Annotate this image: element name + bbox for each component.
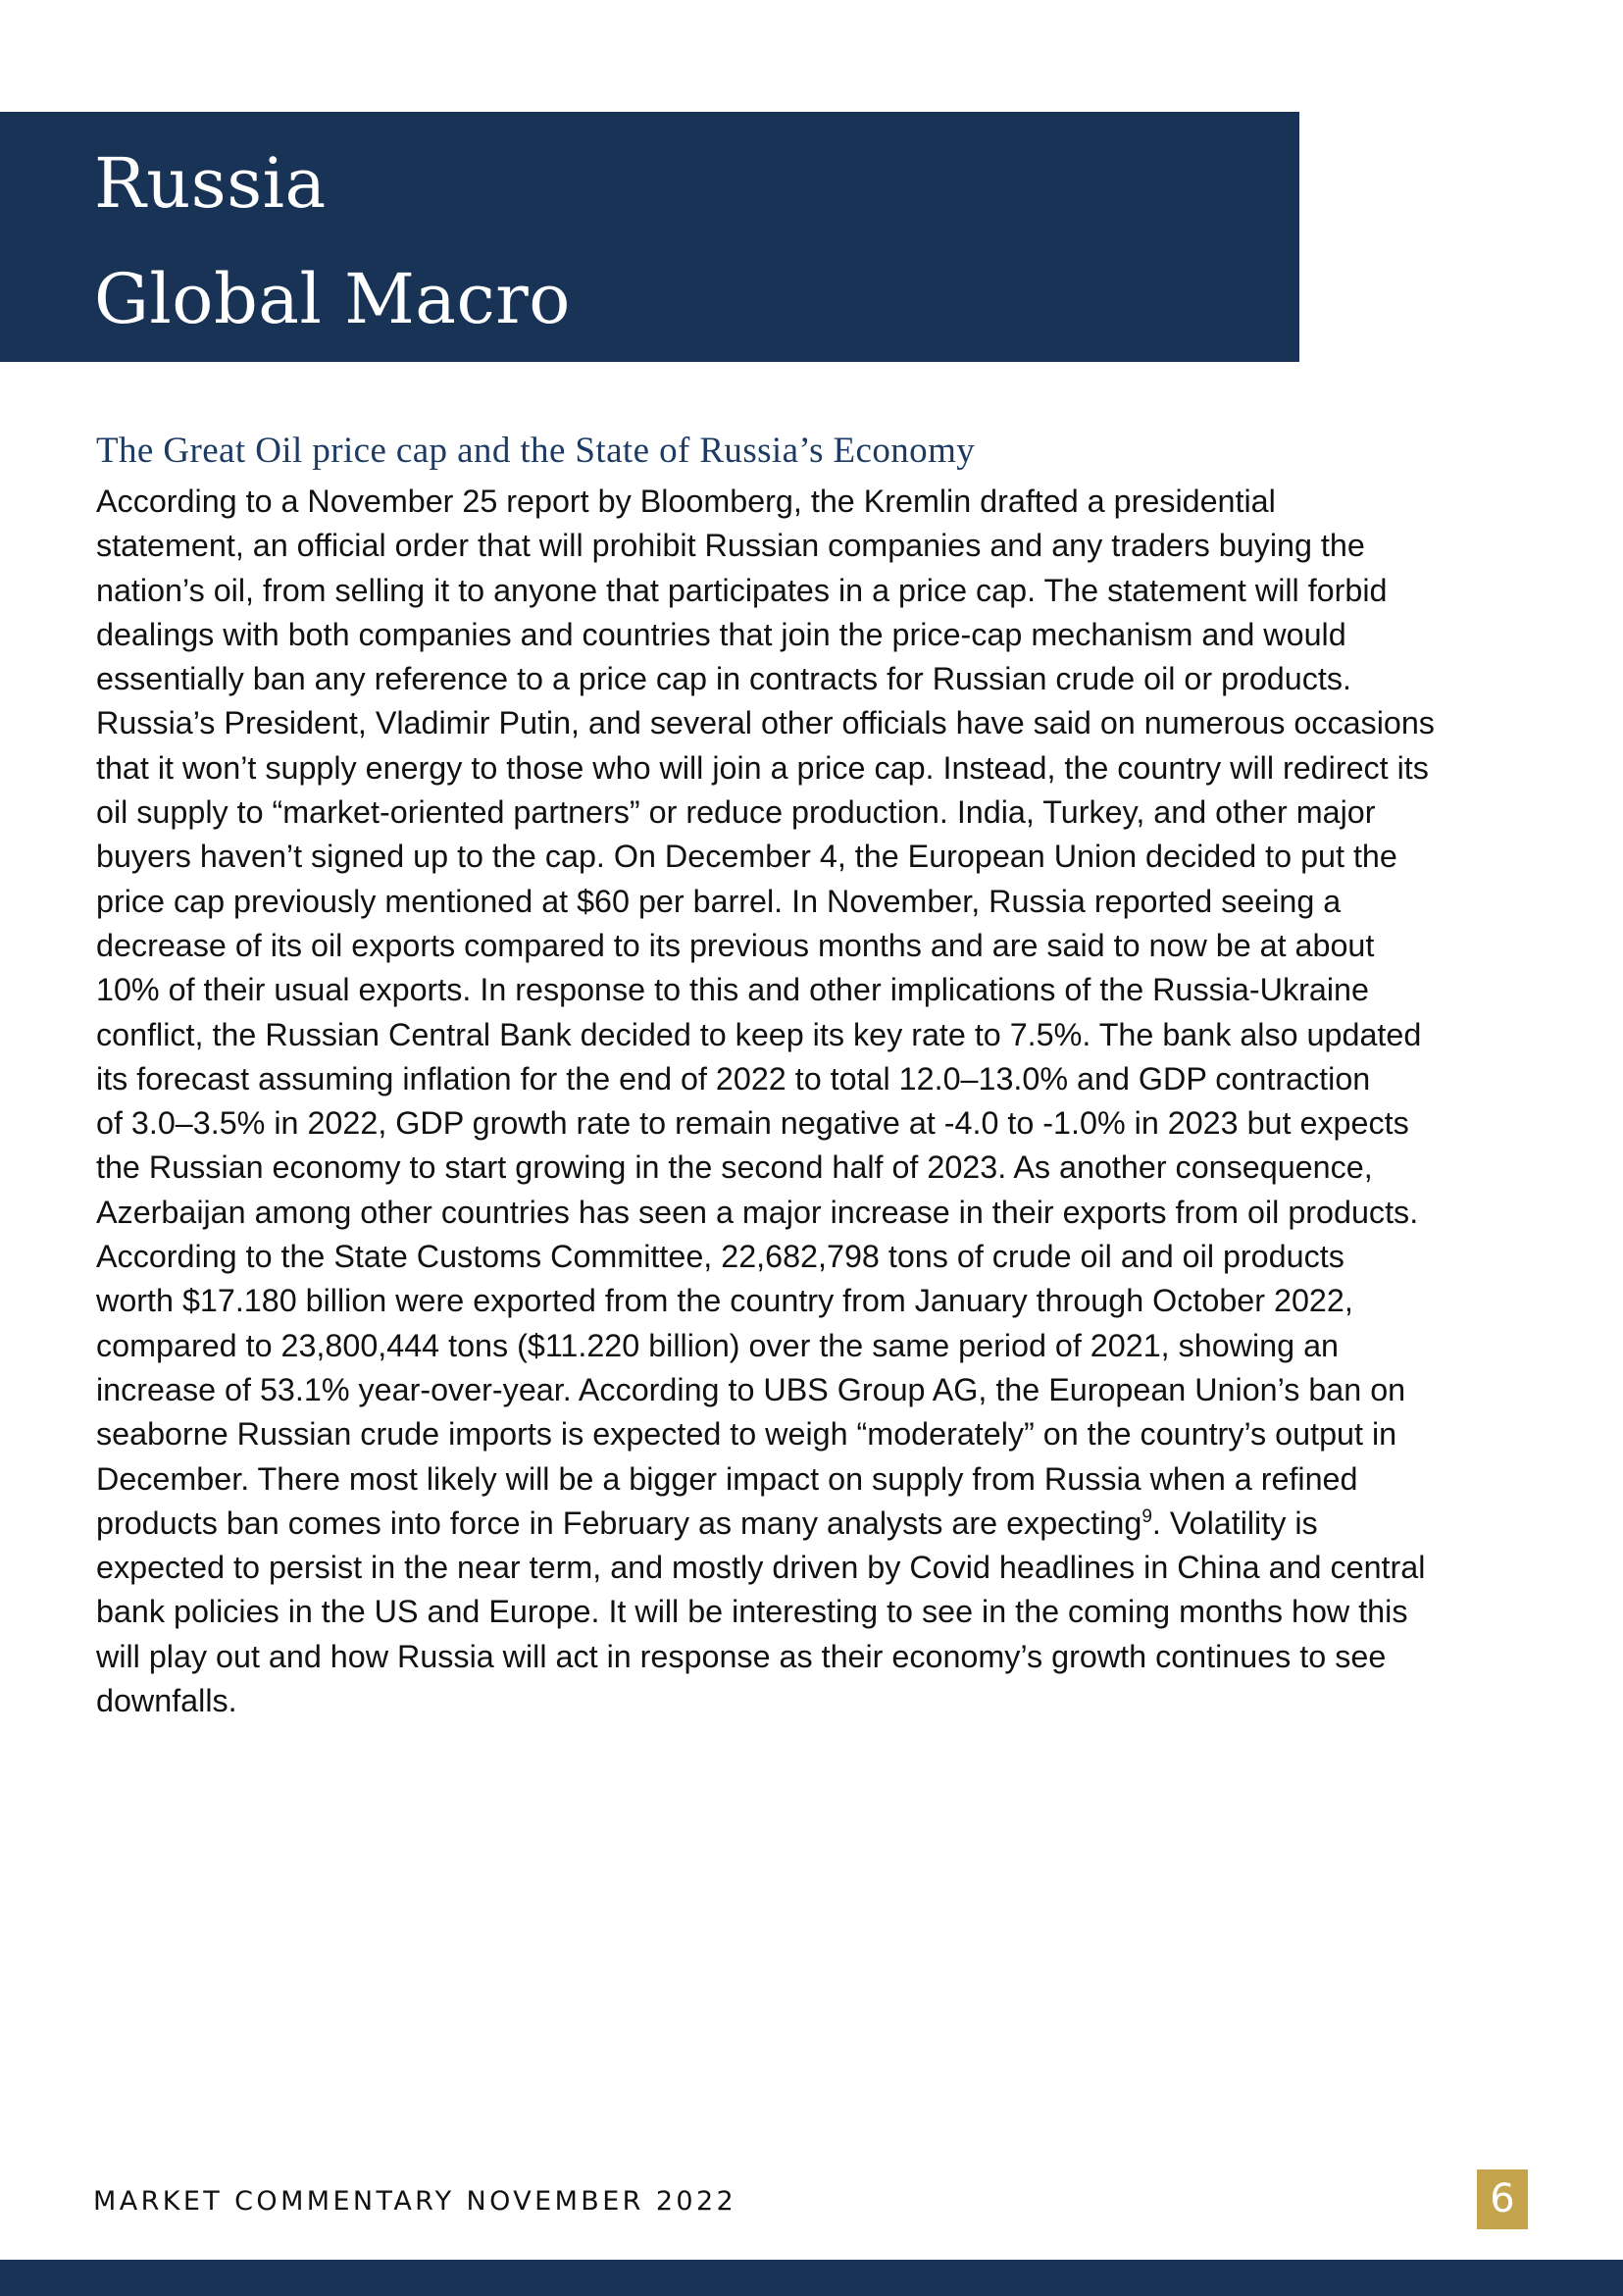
article-line: oil supply to “market-oriented partners” or reduce production. India, Turkey, and other major bbox=[96, 794, 1376, 831]
header-title-country: Russia bbox=[94, 143, 327, 224]
article-line: decrease of its oil exports compared to its previous months and are said to now be at about bbox=[96, 927, 1375, 963]
article-line: increase of 53.1% year-over-year. According to UBS Group AG, the European Union’s ban on bbox=[96, 1371, 1406, 1407]
article-line-text: . Volatility is bbox=[1151, 1505, 1318, 1541]
article-line: compared to 23,800,444 tons ($11.220 billion) over the same period of 2021, showing an bbox=[96, 1327, 1339, 1363]
footer-band bbox=[0, 2260, 1623, 2296]
article-line: According to the State Customs Committee, 22,682,798 tons of crude oil and oil products bbox=[96, 1239, 1344, 1275]
article-body bbox=[96, 480, 1597, 1723]
article-line: nation’s oil, from selling it to anyone that participates in a price cap. The statement will forbid bbox=[96, 572, 1388, 608]
article-line: price cap previously mentioned at $60 per barrel. In November, Russia reported seeing a bbox=[96, 883, 1342, 919]
article-line: expected to persist in the near term, and mostly driven by Covid headlines in China and central bbox=[96, 1550, 1426, 1586]
article-title: The Great Oil price cap and the State of Russia’s Economy bbox=[96, 431, 976, 471]
article-line: According to a November 25 report by Bloomberg, the Kremlin drafted a presidential bbox=[96, 484, 1276, 519]
article-line: worth $17.180 billion were exported from the country from January through October 2022, bbox=[96, 1283, 1353, 1319]
article-line: essentially ban any reference to a price cap in contracts for Russian crude oil or products. bbox=[96, 661, 1351, 697]
article-line: conflict, the Russian Central Bank decided to keep its key rate to 7.5%. The bank also updated bbox=[96, 1016, 1422, 1052]
article-line: statement, an official order that will prohibit Russian companies and any traders buying the bbox=[96, 528, 1365, 564]
article-line: the Russian economy to start growing in the second half of 2023. As another consequence, bbox=[96, 1149, 1373, 1186]
article-line: downfalls. bbox=[96, 1683, 237, 1719]
article-line: will play out and how Russia will act in response as their economy’s growth continues to see bbox=[96, 1638, 1387, 1674]
article-line: its forecast assuming inflation for the end of 2022 to total 12.0–13.0% and GDP contraction bbox=[96, 1060, 1371, 1097]
page-number-badge: 6 bbox=[1477, 2169, 1528, 2229]
article-line: December. There most likely will be a bigger impact on supply from Russia when a refined bbox=[96, 1460, 1358, 1497]
article-line: of 3.0–3.5% in 2022, GDP growth rate to remain negative at -4.0 to -1.0% in 2023 but expects bbox=[96, 1105, 1409, 1142]
article-line: 10% of their usual exports. In response to this and other implications of the Russia-Ukraine bbox=[96, 972, 1369, 1008]
footer-publication-label: MARKET COMMENTARY NOVEMBER 2022 bbox=[93, 2186, 737, 2217]
article-line-text: products ban comes into force in February as many analysts are expecting bbox=[96, 1505, 1142, 1541]
article-line: that it won’t supply energy to those who will join a price cap. Instead, the country will redirect its bbox=[96, 749, 1429, 786]
header-banner bbox=[0, 112, 1299, 362]
article-line-with-footnote bbox=[96, 1502, 1597, 1546]
article-line: dealings with both companies and countries that join the price-cap mechanism and would bbox=[96, 616, 1346, 652]
footnote-reference: 9 bbox=[1141, 1505, 1152, 1527]
article-line: Russia’s President, Vladimir Putin, and several other officials have said on numerous occasions bbox=[96, 705, 1435, 741]
header-title-section: Global Macro bbox=[94, 259, 571, 339]
article-line: buyers haven’t signed up to the cap. On December 4, the European Union decided to put the bbox=[96, 839, 1397, 875]
article-line: seaborne Russian crude imports is expected to weigh “moderately” on the country’s output in bbox=[96, 1416, 1397, 1453]
article-line: bank policies in the US and Europe. It will be interesting to see in the coming months how this bbox=[96, 1594, 1408, 1630]
article-line: Azerbaijan among other countries has seen a major increase in their exports from oil products. bbox=[96, 1194, 1419, 1230]
